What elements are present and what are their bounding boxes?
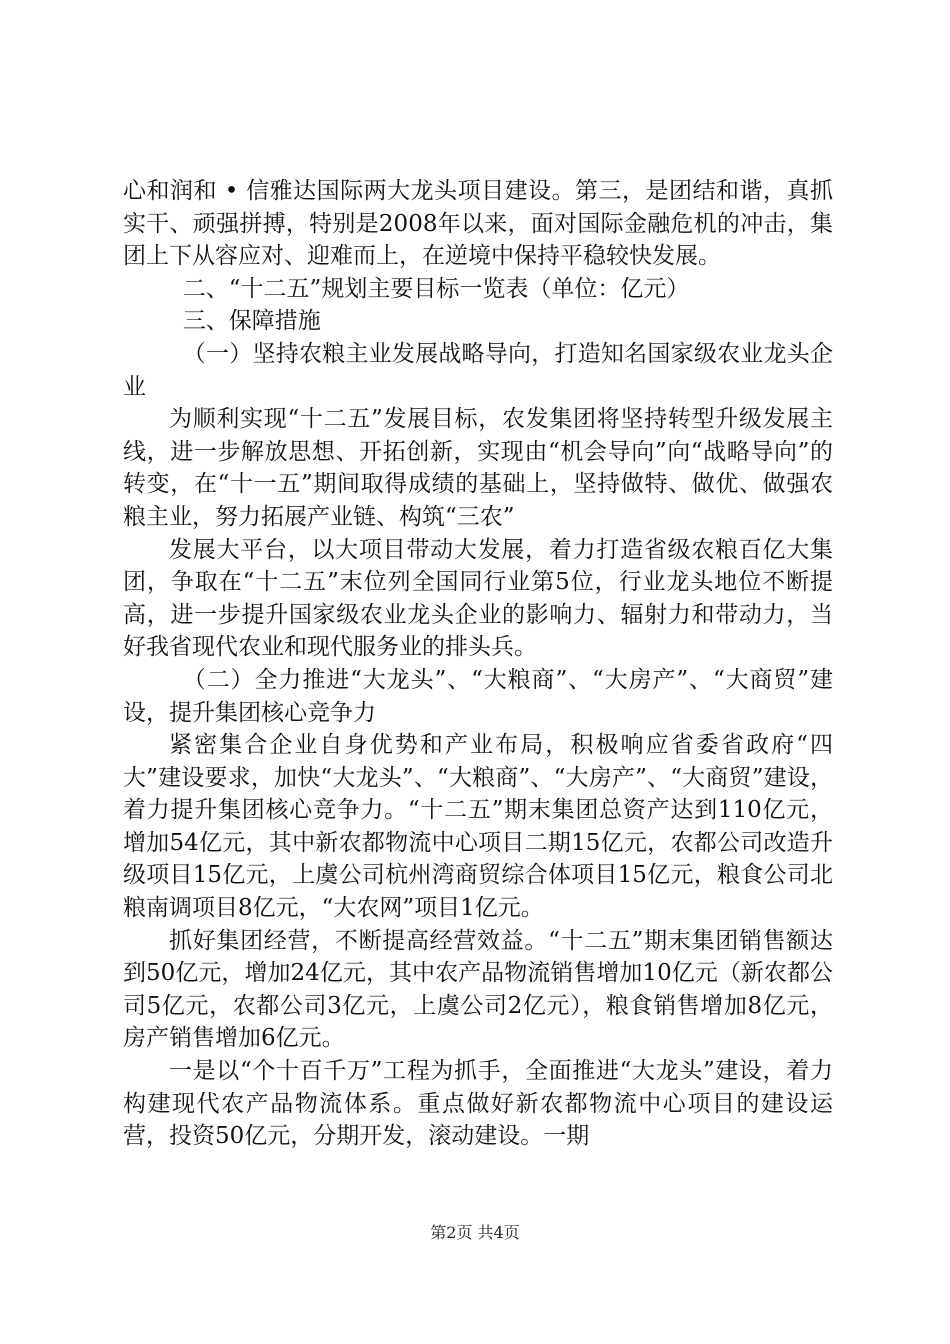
paragraph-continuation: 心和润和 • 信雅达国际两大龙头项目建设。第三，是团结和谐，真抓实干、顽强拼搏，特别是2008年以来，面对国际金融危机的冲击，集团上下从容应对、迎难而上，在逆境中保持平稳较快发展。 bbox=[123, 178, 833, 270]
page-number-footer: 第2页 共4页 bbox=[430, 1223, 520, 1242]
paragraph: 紧密集合企业自身优势和产业布局，积极响应省委省政府“四大”建设要求，加快“大龙头”、“大粮商”、“大房产”、“大商贸”建设，着力提升集团核心竞争力。“十二五”期末集团总资产达到110亿元，增加54亿元，其中新农都物流中心项目二期15亿元，农都公司改造升级项目15亿元，上虞公司杭州湾商贸综合体项目15亿元，粮食公司北粮南调项目8亿元，“大农网”项目1亿元。 bbox=[123, 732, 833, 922]
subheading-two: （二）全力推进“大龙头”、“大粮商”、“大房产”、“大商贸”建设，提升集团核心竞争力 bbox=[123, 666, 833, 726]
subheading-one: （一）坚持农粮主业发展战略导向，打造知名国家级农业龙头企业 bbox=[123, 340, 833, 400]
section-heading-targets: 二、“十二五”规划主要目标一览表（单位：亿元） bbox=[182, 275, 690, 302]
section-heading-measures: 三、保障措施 bbox=[182, 308, 321, 335]
paragraph: 为顺利实现“十二五”发展目标，农发集团将坚持转型升级发展主线，进一步解放思想、开拓创新，实现由“机会导向”向“战略导向”的转变，在“十一五”期间取得成绩的基础上，坚持做特、做优、做强农粮主业，努力拓展产业链、构筑“三农” bbox=[123, 406, 833, 530]
document-body bbox=[123, 175, 833, 1153]
paragraph: 一是以“个十百千万”工程为抓手，全面推进“大龙头”建设，着力构建现代农产品物流体系。重点做好新农都物流中心项目的建设运营，投资50亿元，分期开发，滚动建设。一期 bbox=[123, 1058, 833, 1150]
paragraph: 抓好集团经营，不断提高经营效益。“十二五”期末集团销售额达到50亿元，增加24亿元，其中农产品物流销售增加10亿元（新农都公司5亿元，农都公司3亿元，上虞公司2亿元），粮食销售增加8亿元，房产销售增加6亿元。 bbox=[123, 927, 833, 1052]
paragraph: 发展大平台，以大项目带动大发展，着力打造省级农粮百亿大集团，争取在“十二五”末位列全国同行业第5位，行业龙头地位不断提高，进一步提升国家级农业龙头企业的影响力、辐射力和带动力，当好我省现代农业和现代服务业的排头兵。 bbox=[123, 536, 833, 661]
